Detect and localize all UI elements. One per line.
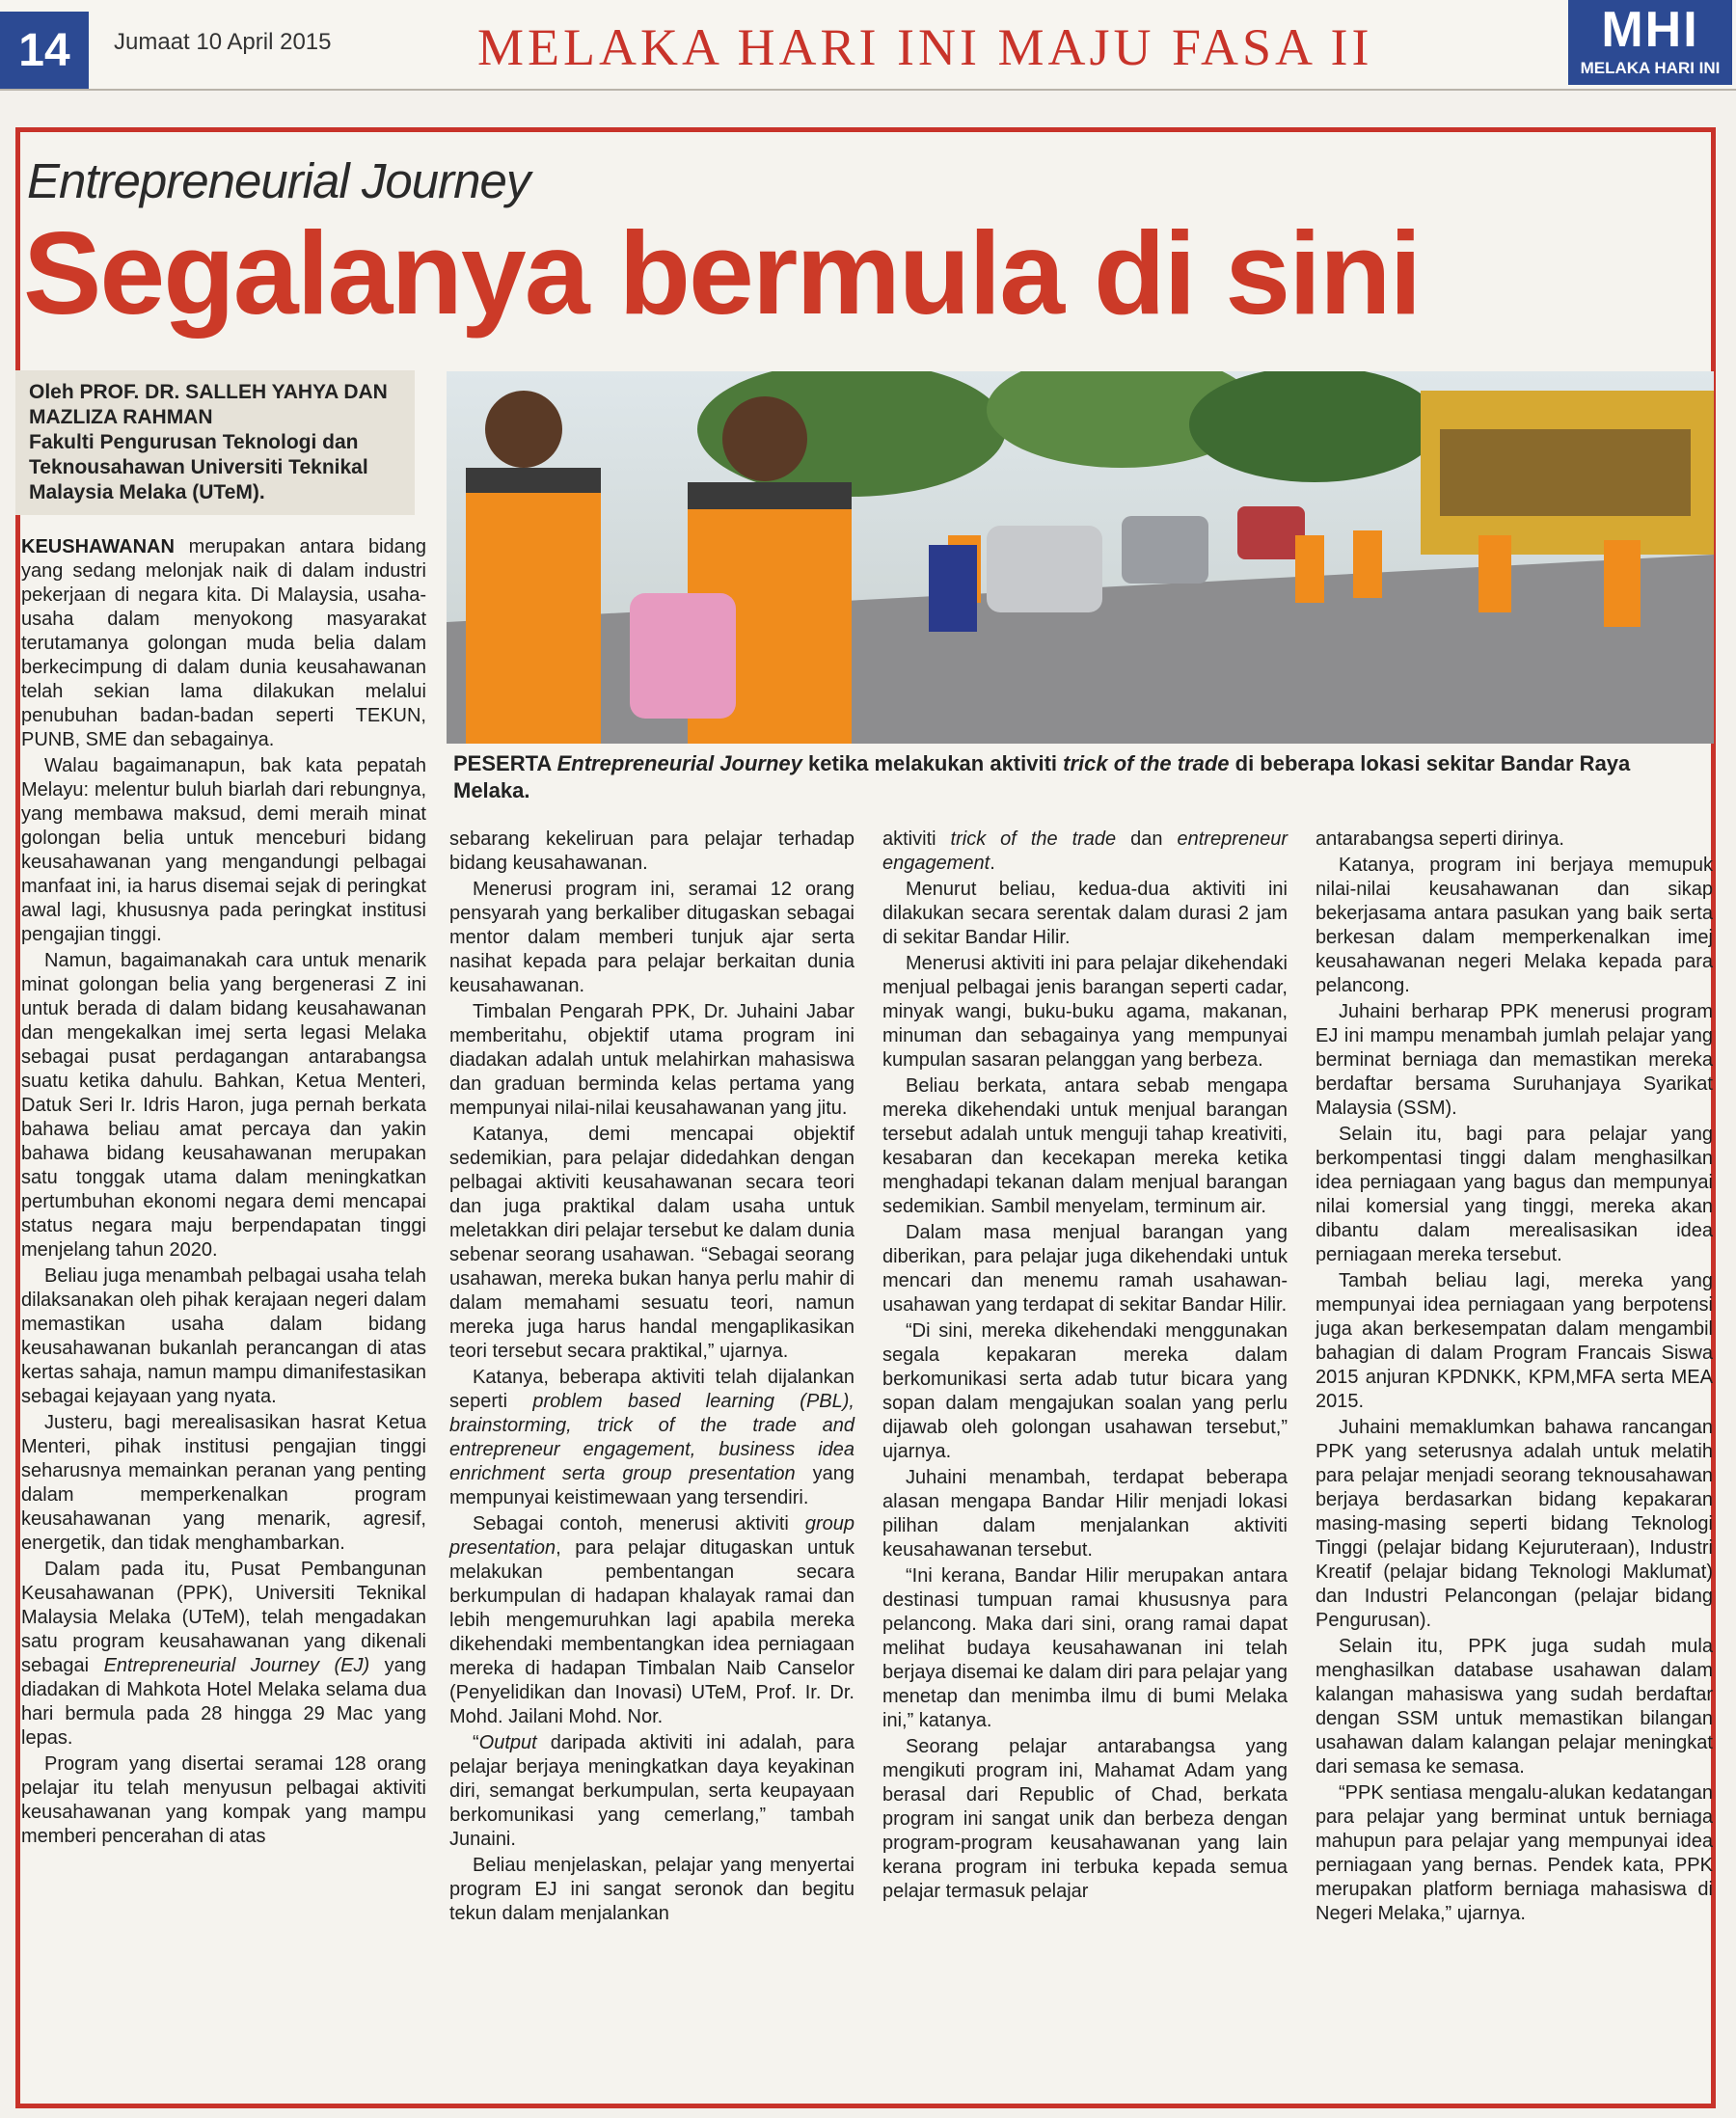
paragraph: Timbalan Pengarah PPK, Dr. Juhaini Jabar memberitahu, objektif utama program ini diadakan adalah untuk melahirkan mahasiswa dan graduan berminda kelas pertama yang mempunyai nilai-nilai keusahawanan yang jitu.	[449, 1001, 854, 1119]
paragraph: Katanya, program ini berjaya memupuk nilai-nilai keusahawanan dan sikap bekerjasama antara pasukan yang baik serta berkesan dalam memperkenalkan imej keusahawanan negeri Melaka kepada para pelancong.	[1316, 855, 1713, 996]
paragraph-text: yang diadakan di Mahkota Hotel Melaka selama dua hari bermula pada 28 hingga 29 Mac yang lepas.	[21, 1655, 426, 1749]
section-title: MELAKA HARI INI MAJU FASA II	[477, 18, 1373, 76]
lead-word: KEUSHAWANAN	[21, 536, 175, 557]
paragraph-text: merupakan antara bidang yang sedang melonjak naik di dalam industri pekerjaan di negara kita. Di Malaysia, usaha-usaha dalam menyokong masyarakat terutamanya golongan muda belia dalam berkecimpung di dalam dunia keusahawanan telah sekian lama dilakukan melalui penubuhan badan-badan seperti TEKUN, PUNB, SME dan sebagainya.	[21, 536, 426, 750]
issue-date: Jumaat 10 April 2015	[114, 29, 332, 55]
paragraph-text: , para pelajar ditugaskan untuk melakukan pembentangan secara berkumpulan di hadapan khalayak ramai dan lebih mengemuruhkan lagi apabila mereka dikehendaki membentangkan idea perniagaan mereka di hadapan Timbalan Naib Canselor (Penyelidikan dan Inovasi) UTeM, Prof. Ir. Dr. Mohd. Jailani Mohd. Nor.	[449, 1537, 854, 1727]
logo-mark: MHI	[1601, 2, 1699, 58]
newspaper-logo	[1568, 0, 1732, 85]
photo-caption	[453, 750, 1707, 804]
article-headline: Segalanya bermula di sini	[23, 207, 1421, 339]
paragraph: Walau bagaimanapun, bak kata pepatah Melayu: melentur buluh biarlah dari rebungnya, yang membawa maksud, demi meraih minat golongan belia untuk menceburi bidang keusahawanan yang mengandungi pelbagai manfaat ini, ia harus disemai sejak di peringkat awal lagi, khususnya pada peringkat institusi pengajian tinggi.	[21, 755, 426, 945]
caption-italic: trick of the trade	[1063, 751, 1230, 775]
paragraph-italic: Entrepreneurial Journey (EJ)	[103, 1655, 370, 1676]
paragraph-italic: Output	[478, 1732, 537, 1753]
paragraph-text: aktiviti	[882, 828, 951, 850]
paragraph: Katanya, demi mencapai objektif sedemikian, para pelajar didedahkan dengan pelbagai aktiviti keusahawanan secara teori dan juga praktikal dalam usaha untuk meletakkan diri pelajar tersebut ke dalam dunia sebenar seorang usahawan. “Sebagai seorang usahawan, mereka bukan hanya perlu mahir di dalam memahami sesuatu teori, namun mereka juga harus handal mengaplikasikan teori tersebut secara praktikal,” ujarnya.	[449, 1124, 854, 1362]
paragraph: Juhaini memaklumkan bahawa rancangan PPK yang seterusnya adalah untuk melatih para pelajar menjadi seorang teknousahawan berjaya berdasarkan bidang kepakaran masing-masing seperti bidang Teknologi Tinggi (pelajar bidang Kejuruteraan), Industri Kreatif (pelajar bidang Teknologi Maklumat) dan Industri Pelancongan (pelajar bidang Pengurusan).	[1316, 1417, 1713, 1631]
paragraph-text: .	[990, 853, 995, 874]
article-column-2	[449, 828, 854, 1928]
paragraph: Beliau juga menambah pelbagai usaha telah dilaksanakan oleh pihak kerajaan negeri dalam memastikan usaha dalam bidang keusahawanan bukanlah perancangan di atas kertas sahaja, namun mampu dimanifestasikan sebagai kejayaan yang nyata.	[21, 1265, 426, 1407]
byline-line: MAZLIZA RAHMAN	[29, 406, 213, 428]
paragraph-text: daripada aktiviti ini adalah, para pelajar berjaya meningkatkan daya keyakinan diri, semangat berkumpulan, serta keupayaan berkomunikasi yang cemerlang,” tambah Junaini.	[449, 1732, 854, 1850]
paragraph-italic: group presentation	[449, 1513, 854, 1559]
paragraph-text: dan	[1116, 828, 1178, 850]
paragraph-text: Katanya, beberapa aktiviti telah dijalankan seperti	[449, 1367, 854, 1412]
paragraph: Tambah beliau lagi, mereka yang mempunyai idea perniagaan yang berpotensi juga akan berkesempatan dalam mengambil bahagian di dalam Program Francais Siswa 2015 anjuran KPDNKK, KPM,MFA serta MEA 2015.	[1316, 1270, 1713, 1412]
paragraph	[21, 1558, 426, 1751]
paragraph	[449, 1366, 854, 1510]
byline-line: Oleh PROF. DR. SALLEH YAHYA DAN	[29, 381, 388, 403]
paragraph-text: “	[473, 1732, 479, 1753]
caption-italic: Entrepreneurial Journey	[556, 751, 802, 775]
paragraph	[449, 1512, 854, 1729]
paragraph-italic: entrepreneur engagement	[882, 828, 1288, 874]
paragraph: “Ini kerana, Bandar Hilir merupakan antara destinasi tumpuan ramai khususnya para pelancong. Maka dari sini, orang ramai dapat melihat budaya keusahawanan ini telah berjaya disemai ke dalam diri para pelajar yang menetap dan menimba ilmu di bumi Melaka ini,” katanya.	[882, 1565, 1288, 1731]
paragraph: Menerusi aktiviti ini para pelajar dikehendaki menjual pelbagai jenis barangan seperti cadar, minyak wangi, buku-buku agama, makanan, minuman dan sebagainya yang mempunyai kumpulan sasaran pelanggan yang berbeza.	[882, 953, 1288, 1071]
paragraph-italic: trick of the trade	[950, 828, 1117, 850]
paragraph: sebarang kekeliruan para pelajar terhadap bidang keusahawanan.	[449, 828, 854, 874]
paragraph: Juhaini berharap PPK menerusi program EJ ini mampu menambah jumlah pelajar yang berminat berniaga dan memastikan mereka berdaftar bersama Suruhanjaya Syarikat Malaysia (SSM).	[1316, 1001, 1713, 1119]
paragraph: Menerusi program ini, seramai 12 orang pensyarah yang berkaliber ditugaskan sebagai mentor dalam memberi tunjuk ajar serta nasihat kepada para pelajar berkaitan dunia keusahawanan.	[449, 879, 854, 996]
paragraph-text: Sebagai contoh, menerusi aktiviti	[473, 1513, 805, 1534]
article-photo	[447, 371, 1714, 744]
article-column-3	[882, 828, 1288, 1906]
paragraph	[882, 828, 1288, 876]
byline-line: Fakulti Pengurusan Teknologi dan	[29, 431, 359, 453]
paragraph-text: Dalam pada itu, Pusat Pembangunan Keusahawanan (PPK), Universiti Teknikal Malaysia Melaka (UTeM), telah mengadakan satu program keusahawanan yang dikenali sebagai	[21, 1559, 426, 1676]
paragraph: Program yang disertai seramai 128 orang pelajar itu telah menyusun pelbagai aktiviti keusahawanan yang kompak yang mampu memberi pencerahan di atas	[21, 1753, 426, 1847]
paragraph	[21, 535, 426, 752]
paragraph: Beliau menjelaskan, pelajar yang menyertai program EJ ini sangat seronok dan begitu tekun dalam menjalankan	[449, 1855, 854, 1924]
paragraph: Selain itu, PPK juga sudah mula menghasilkan database usahawan dalam kalangan mahasiswa yang sudah berdaftar dengan SSM untuk memastikan bilangan usahawan dalam kalangan pelajar meningkat dari semasa ke semasa.	[1316, 1636, 1713, 1778]
byline-line: Teknousahawan Universiti Teknikal	[29, 456, 368, 478]
paragraph: Juhaini menambah, terdapat beberapa alasan mengapa Bandar Hilir menjadi lokasi pilihan dalam menjalankan aktiviti keusahawanan tersebut.	[882, 1467, 1288, 1561]
page-header	[0, 0, 1736, 91]
byline-box	[15, 370, 415, 515]
article-kicker: Entrepreneurial Journey	[27, 153, 530, 208]
page-number: 14	[0, 12, 89, 89]
paragraph: “Di sini, mereka dikehendaki menggunakan segala kepakaran mereka dalam berkomunikasi serta adab tutur bicara yang sopan dalam mengajukan soalan yang perlu dijawab oleh golongan usahawan tersebut,” ujarnya.	[882, 1320, 1288, 1462]
article-column-1	[21, 535, 426, 1851]
paragraph	[449, 1731, 854, 1852]
paragraph: Dalam masa menjual barangan yang diberikan, para pelajar juga dikehendaki untuk mencari dan menemu ramah usahawan-usahawan yang terdapat di sekitar Bandar Hilir.	[882, 1222, 1288, 1316]
caption-text: PESERTA	[453, 751, 557, 775]
paragraph: Menurut beliau, kedua-dua aktiviti ini dilakukan secara serentak dalam durasi 2 jam di sekitar Bandar Hilir.	[882, 879, 1288, 948]
paragraph-text: yang mempunyai keistimewaan yang tersendiri.	[449, 1463, 854, 1508]
logo-subtitle: MELAKA HARI INI	[1580, 59, 1721, 77]
paragraph: Beliau berkata, antara sebab mengapa mereka dikehendaki untuk menjual barangan tersebut adalah untuk menguji tahap kreativiti, kesabaran dan kecekapan mereka ketika menghadapi tekanan dalam menjual barangan sedemikian. Sambil menyelam, terminum air.	[882, 1075, 1288, 1217]
paragraph: “PPK sentiasa mengalu-alukan kedatangan para pelajar yang berminat untuk berniaga mahupun para pelajar yang mempunyai idea perniagaan yang bernas. Pendek kata, PPK merupakan platform berniaga mahasiswa di Negeri Melaka,” ujarnya.	[1316, 1782, 1713, 1924]
paragraph-italic: problem based learning (PBL), brainstorming, trick of the trade and entrepreneur engagement, business idea enrichment serta group presentation	[449, 1391, 854, 1484]
paragraph: Seorang pelajar antarabangsa yang mengikuti program ini, Mahamat Adam yang berasal dari Republic of Chad, berkata program ini sangat unik dan berbeza dengan program-program keusahawanan yang lain kerana program ini terbuka kepada semua pelajar termasuk pelajar	[882, 1736, 1288, 1902]
paragraph: antarabangsa seperti dirinya.	[1316, 828, 1564, 850]
caption-text: ketika melakukan aktiviti	[801, 751, 1064, 775]
paragraph: Namun, bagaimanakah cara untuk menarik minat golongan belia yang bergenerasi Z ini untuk berada di dalam bidang keusahawanan dan mengekalkan imej serta legasi Melaka sebagai pusat perdagangan antarabangsa suatu ketika dahulu. Bahkan, Ketua Menteri, Datuk Seri Ir. Idris Haron, juga pernah berkata bahawa beliau amat percaya dan yakin bahawa bidang keusahawanan merupakan satu tonggak utama dalam meningkatkan pertumbuhan ekonomi negara demi mencapai status negara maju berpendapatan tinggi menjelang tahun 2020.	[21, 950, 426, 1261]
paragraph: Justeru, bagi merealisasikan hasrat Ketua Menteri, pihak institusi pengajian tinggi seharusnya memainkan peranan yang penting dalam memperkenalkan program keusahawanan yang menarik, agresif, energetik, dan tidak menghambarkan.	[21, 1412, 426, 1554]
paragraph: Selain itu, bagi para pelajar yang berkompentasi tinggi dalam menghasilkan idea perniagaan yang bagus dan mempunyai nilai komersial yang tinggi, mereka akan dibantu dalam merealisasikan idea perniagaan mereka tersebut.	[1316, 1124, 1713, 1265]
caption-text: di beberapa lokasi sekitar Bandar Raya Melaka.	[453, 751, 1631, 802]
students-street-photo	[447, 371, 1714, 744]
byline-line: Malaysia Melaka (UTeM).	[29, 481, 265, 503]
article-column-4	[1316, 828, 1713, 1928]
